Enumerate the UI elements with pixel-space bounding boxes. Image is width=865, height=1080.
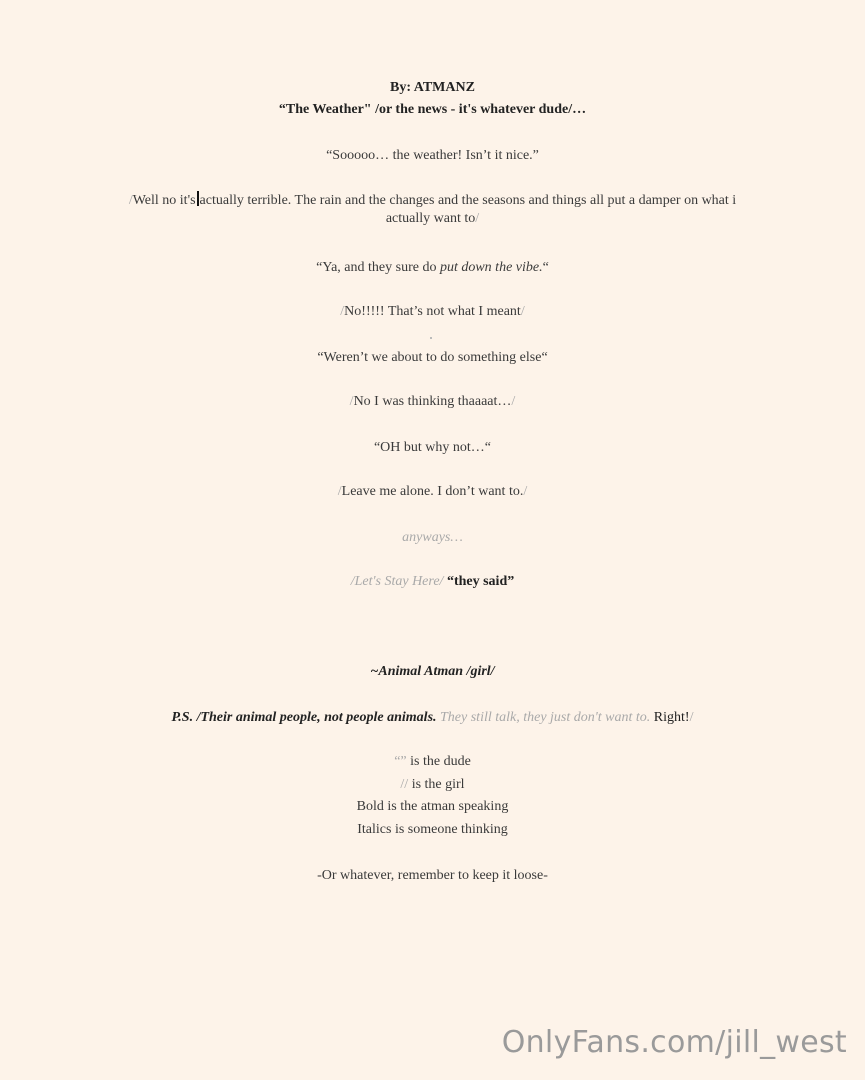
ps-text: Right! xyxy=(650,710,690,725)
slash-open: / xyxy=(128,193,133,208)
slash-close: / xyxy=(475,211,480,226)
legend-text: is the dude xyxy=(406,754,471,769)
dialogue-line-1: “Sooooo… the weather! Isn’t it nice.” xyxy=(326,148,539,163)
ps-italic-faint: They still talk, they just don't want to. xyxy=(436,710,651,725)
dialogue-text: “ xyxy=(542,260,549,275)
slash-symbol: // xyxy=(400,777,409,792)
closing-line: -Or whatever, remember to keep it loose- xyxy=(317,868,548,883)
legend-text: is the girl xyxy=(408,777,465,792)
postscript xyxy=(60,709,805,727)
slash-open: / xyxy=(349,394,354,409)
byline: By: ATMANZ xyxy=(390,80,475,95)
italic-faint-text: /Let's Stay Here/ xyxy=(350,574,444,589)
slash-close: / xyxy=(523,484,528,499)
dialogue-text: “Ya, and they sure do xyxy=(316,260,440,275)
signature: ~Animal Atman /girl/ xyxy=(370,664,495,679)
dialogue-line-10 xyxy=(100,573,765,591)
slash-close: / xyxy=(511,394,516,409)
dialogue-text: No I was thinking thaaaat… xyxy=(353,394,512,409)
slash-open: / xyxy=(337,484,342,499)
document-title: “The Weather" /or the news - it's whatever dude/… xyxy=(278,102,587,117)
watermark: OnlyFans.com/jill_west xyxy=(501,1025,847,1060)
speck xyxy=(430,337,432,339)
ps-bold-italic: P.S. /Their animal people, not people animals. xyxy=(171,710,437,725)
dialogue-line-9: anyways… xyxy=(402,530,463,545)
dialogue-text: Leave me alone. I don’t want to. xyxy=(341,484,524,499)
slash-open: / xyxy=(340,304,345,319)
quote-symbol: “” xyxy=(394,754,407,769)
text-cursor xyxy=(197,191,199,206)
dialogue-line-4 xyxy=(100,303,765,321)
dialogue-line-8 xyxy=(100,483,765,501)
bold-text: “they said” xyxy=(443,574,515,589)
legend-row-3: Bold is the atman speaking xyxy=(356,799,509,814)
dialogue-line-7: “OH but why not…“ xyxy=(373,440,492,455)
dialogue-line-2 xyxy=(110,191,755,228)
legend-row-1 xyxy=(100,753,765,771)
legend-row-2 xyxy=(100,776,765,794)
dialogue-italic: put down the vibe. xyxy=(439,260,543,275)
dialogue-line-6 xyxy=(100,393,765,411)
dialogue-text: actually terrible. The rain and the changes and the seasons and things all put a damper on what i actually want to xyxy=(199,193,737,226)
legend-row-4: Italics is someone thinking xyxy=(357,822,508,837)
dialogue-text: Well no it's xyxy=(132,193,196,208)
dialogue-line-5: “Weren’t we about to do something else“ xyxy=(317,350,548,365)
slash-close: / xyxy=(689,710,694,725)
dialogue-line-3 xyxy=(100,259,765,277)
dialogue-text: No!!!!! That’s not what I meant xyxy=(344,304,521,319)
slash-close: / xyxy=(520,304,525,319)
